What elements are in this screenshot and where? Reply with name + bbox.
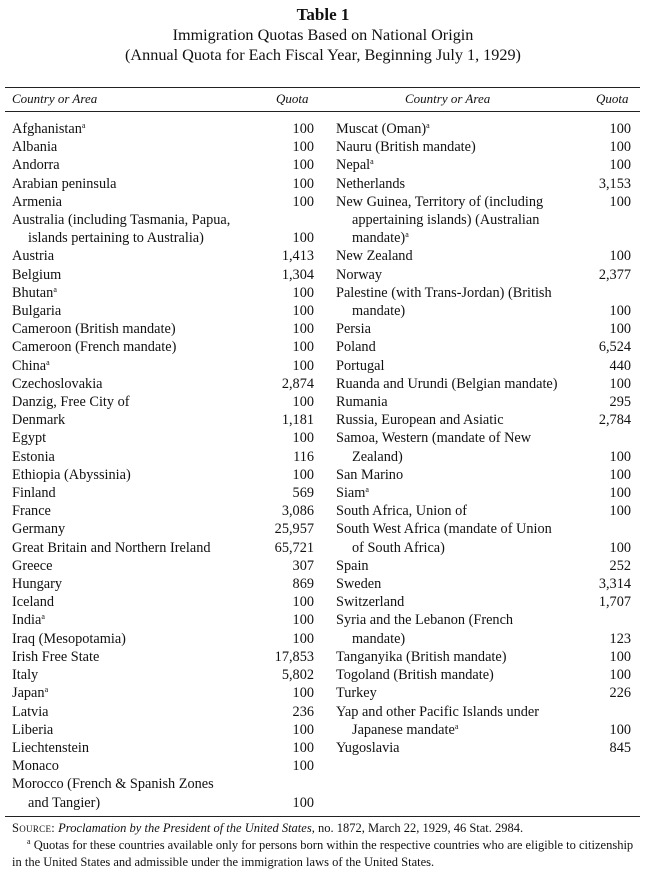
country-name [12, 703, 314, 721]
country-name [12, 138, 314, 156]
quota-value: 100 [292, 230, 314, 247]
country-name [12, 721, 314, 739]
quota-value: 100 [292, 193, 314, 210]
quota-value: 307 [292, 557, 314, 574]
country-name [336, 193, 631, 248]
quota-value: 100 [292, 357, 314, 374]
country-name [336, 703, 631, 739]
top-rule [5, 87, 640, 88]
country-name-line: Estonia [12, 448, 55, 465]
bottom-rule [5, 816, 640, 817]
footnote-mark: a [454, 721, 459, 731]
table-row [12, 611, 314, 629]
country-name [12, 520, 314, 538]
quota-value: 2,874 [281, 375, 314, 392]
country-name [12, 429, 314, 447]
quota-value: 3,314 [598, 576, 631, 593]
country-name-line: Ruanda and Urundi (Belgian mandate) [336, 375, 558, 392]
country-name-line: Liechtenstein [12, 739, 90, 756]
quota-value: 569 [292, 485, 314, 502]
country-name-line: Norway [336, 266, 383, 283]
table-subtitle: Immigration Quotas Based on National Origin [172, 26, 474, 44]
country-name-line: mandate) [352, 303, 406, 320]
country-name [336, 684, 631, 702]
table-row [336, 175, 631, 193]
table-row [12, 520, 314, 538]
country-name [12, 557, 314, 575]
country-name [336, 284, 631, 320]
table-row [12, 630, 314, 648]
country-name-line: Switzerland [336, 594, 405, 611]
country-name [12, 757, 314, 775]
country-name-line: Austria [12, 248, 55, 265]
country-name-line: Monaco [12, 758, 59, 775]
country-name-line: mandate)$^a$ [352, 230, 409, 247]
country-name-line: Togoland (British mandate) [336, 667, 494, 684]
quota-value: 2,784 [598, 412, 631, 429]
country-name [336, 266, 631, 284]
footnote-mark: a [426, 121, 430, 130]
country-name-line: Spain [336, 557, 369, 574]
quota-value: 100 [292, 175, 314, 192]
footnote-text: Quotas for these countries available only for persons born within the respective countries who are eligible to citizenship in the United States and admissible under the immigration laws of the United States. [12, 838, 634, 869]
country-name-line: Bhutan$^a$ [12, 284, 57, 301]
quota-value: 1,413 [281, 248, 314, 265]
table-row [336, 520, 631, 556]
quota-value: 100 [292, 721, 314, 738]
country-name-line: Great Britain and Northern Ireland [12, 539, 211, 556]
quota-value: 440 [609, 357, 631, 374]
country-name [12, 211, 314, 247]
country-name-line: islands pertaining to Australia) [28, 230, 204, 247]
table-row [336, 411, 631, 429]
country-name-line: appertaining islands) (Australian [352, 212, 540, 229]
country-name-line: Bulgaria [12, 303, 62, 320]
country-name [12, 775, 314, 811]
country-name-line: San Marino [336, 466, 404, 483]
table-row [336, 193, 631, 248]
table-row [12, 193, 314, 211]
country-name [12, 175, 314, 193]
country-name-line: Portugal [336, 357, 385, 374]
country-name [12, 593, 314, 611]
country-name [12, 320, 314, 338]
quota-value: 3,153 [598, 175, 631, 192]
quota-value: 100 [292, 394, 314, 411]
quota-value: 100 [292, 466, 314, 483]
table-row [12, 338, 314, 356]
quota-value: 100 [292, 758, 314, 775]
footnote-mark: a [365, 485, 369, 495]
country-name [12, 338, 314, 356]
quota-value: 845 [609, 739, 631, 756]
table-row [12, 357, 314, 375]
country-name [12, 284, 314, 302]
country-name-line: Latvia [12, 703, 49, 720]
country-name-line: Hungary [12, 576, 63, 593]
country-name [336, 411, 631, 429]
country-name [12, 357, 314, 375]
country-name-line: Greece [12, 557, 53, 574]
country-name-line: Iceland [12, 594, 55, 611]
table-row [12, 138, 314, 156]
country-name [336, 120, 631, 138]
quota-value: 100 [609, 121, 631, 137]
country-name [336, 520, 631, 556]
table-row [336, 156, 631, 174]
quota-value: 100 [292, 739, 314, 756]
quota-value: 100 [292, 121, 314, 137]
quota-value: 3,086 [281, 503, 314, 520]
country-name-line: Iraq (Mesopotamia) [12, 630, 126, 647]
country-name-line: Turkey [336, 685, 377, 702]
country-name-line: Rumania [336, 394, 388, 411]
table-row [12, 739, 314, 757]
country-name [12, 120, 314, 138]
table-row [336, 375, 631, 393]
table-row [12, 266, 314, 284]
quota-value: 100 [292, 430, 314, 447]
quota-value: 100 [292, 594, 314, 611]
table-row [336, 502, 631, 520]
table-subtitle-note: (Annual Quota for Each Fiscal Year, Beginning July 1, 1929) [125, 46, 521, 64]
footnote-mark: a [405, 230, 409, 240]
table-row [336, 338, 631, 356]
country-name [336, 175, 631, 193]
country-name [12, 484, 314, 502]
quota-value: 65,721 [274, 539, 314, 556]
country-name-line: Italy [12, 667, 39, 684]
country-name [336, 666, 631, 684]
quota-value: 236 [292, 703, 314, 720]
footnote-mark: a [370, 157, 374, 167]
footnote-mark: a [46, 357, 50, 367]
table-row [12, 466, 314, 484]
country-name-line: Japanese mandate$^a$ [352, 721, 459, 738]
footnote-mark: a [53, 284, 57, 294]
country-name [336, 593, 631, 611]
quota-value: 100 [292, 303, 314, 320]
quota-value: 17,853 [274, 648, 314, 665]
quota-value: 100 [609, 321, 631, 338]
quota-value: 100 [609, 539, 631, 556]
table-row [336, 393, 631, 411]
country-name-line: Cameroon (French mandate) [12, 339, 177, 356]
table-row [12, 320, 314, 338]
table-row [336, 466, 631, 484]
table-row [12, 393, 314, 411]
quota-value: 100 [609, 139, 631, 156]
country-name-line: New Zealand [336, 248, 413, 265]
country-name [12, 666, 314, 684]
table-row [336, 739, 631, 757]
country-name-line: South Africa, Union of [336, 503, 468, 520]
country-name-line: Germany [12, 521, 66, 538]
country-name [12, 302, 314, 320]
country-name-line: Denmark [12, 412, 66, 429]
table-row [12, 429, 314, 447]
country-name [336, 557, 631, 575]
header-country-left: Country or Area [12, 91, 98, 106]
header-rule [5, 111, 640, 112]
quota-value: 226 [609, 685, 631, 702]
source-details: no. 1872, March 22, 1929, 46 Stat. 2984. [314, 821, 524, 835]
country-name-line: Yugoslavia [336, 739, 400, 756]
table-row [12, 721, 314, 739]
quota-value: 100 [609, 303, 631, 320]
country-name-line: Poland [336, 339, 376, 356]
country-name [336, 357, 631, 375]
table-row [336, 648, 631, 666]
quota-value: 100 [292, 685, 314, 702]
quota-value: 100 [609, 466, 631, 483]
country-name-line: China$^a$ [12, 357, 50, 374]
footnote-mark: a [27, 837, 31, 846]
table-row [336, 575, 631, 593]
quota-value: 100 [609, 648, 631, 665]
table-row [12, 375, 314, 393]
quota-value: 25,957 [274, 521, 314, 538]
country-name [12, 739, 314, 757]
quota-value: 100 [292, 139, 314, 156]
country-name-line: India$^a$ [12, 612, 45, 629]
table-row [12, 502, 314, 520]
table-row [12, 448, 314, 466]
country-name-line: Zealand) [352, 448, 403, 465]
quota-value: 100 [609, 375, 631, 392]
quota-value: 100 [292, 157, 314, 174]
country-name [336, 484, 631, 502]
country-name-line: Palestine (with Trans-Jordan) (British [336, 284, 552, 301]
country-name [336, 338, 631, 356]
country-name-line: France [12, 503, 51, 520]
table-row [336, 138, 631, 156]
country-name-line: of South Africa) [352, 539, 445, 556]
table-row [12, 648, 314, 666]
table-row [336, 120, 631, 138]
country-name-line: Irish Free State [12, 648, 100, 665]
footnote [12, 837, 637, 871]
quota-value: 100 [609, 503, 631, 520]
quota-value: 100 [292, 321, 314, 338]
country-name [12, 502, 314, 520]
country-name-line: Egypt [12, 430, 47, 447]
country-name [12, 539, 314, 557]
quota-value: 100 [609, 721, 631, 738]
country-name-line: Ethiopia (Abyssinia) [12, 466, 131, 483]
table-row [336, 357, 631, 375]
header-quota-left: Quota [276, 91, 309, 106]
quota-value: 100 [609, 157, 631, 174]
table-row [12, 284, 314, 302]
quota-value: 100 [292, 339, 314, 356]
country-name [12, 247, 314, 265]
quota-value: 5,802 [281, 667, 314, 684]
country-name-line: Japan$^a$ [12, 685, 49, 702]
country-name [336, 611, 631, 647]
table-row [336, 593, 631, 611]
quota-value: 123 [609, 630, 631, 647]
quota-value: 100 [292, 794, 314, 811]
quota-value: 100 [609, 193, 631, 210]
table-row [336, 666, 631, 684]
table-row [12, 593, 314, 611]
quota-value: 100 [609, 448, 631, 465]
quota-value: 295 [609, 394, 631, 411]
country-name [12, 156, 314, 174]
country-name [336, 156, 631, 174]
country-name-line: Samoa, Western (mandate of New [336, 430, 532, 447]
table-row [12, 120, 314, 138]
table-row [12, 557, 314, 575]
quota-value: 100 [609, 485, 631, 502]
country-name-line: South West Africa (mandate of Union [336, 521, 552, 538]
country-name [336, 429, 631, 465]
table-row [12, 775, 314, 811]
country-name-line: Belgium [12, 266, 62, 283]
quota-value: 2,377 [598, 266, 631, 283]
country-name-line: Siam$^a$ [336, 485, 369, 502]
table-row [336, 284, 631, 320]
table-row [12, 575, 314, 593]
country-name-line: Sweden [336, 576, 382, 593]
country-name-line: Australia (including Tasmania, Papua, [12, 212, 231, 229]
table-row [12, 156, 314, 174]
table-row [12, 684, 314, 702]
table-row [12, 484, 314, 502]
country-name [12, 466, 314, 484]
source-note [12, 820, 637, 837]
table-row [336, 484, 631, 502]
quota-value: 252 [609, 557, 631, 574]
footnote-mark: a [81, 121, 86, 130]
country-name [12, 193, 314, 211]
table-row [336, 684, 631, 702]
table-row [12, 411, 314, 429]
table-row [12, 175, 314, 193]
country-name-line: Muscat (Oman)$^a$ [336, 121, 430, 137]
country-name [12, 611, 314, 629]
country-name-line: Nauru (British mandate) [336, 139, 476, 156]
country-name-line: Nepal$^a$ [336, 157, 374, 174]
quota-value: 1,707 [598, 594, 631, 611]
quota-value: 869 [292, 576, 314, 593]
country-name-line: Andorra [12, 157, 60, 174]
table-row [336, 611, 631, 647]
country-name [336, 375, 631, 393]
country-name [12, 630, 314, 648]
table-row [336, 266, 631, 284]
country-name-line: Arabian peninsula [12, 175, 117, 192]
quota-value: 100 [292, 612, 314, 629]
country-name-line: Cameroon (British mandate) [12, 321, 176, 338]
country-name-line: Netherlands [336, 175, 406, 192]
table-row [12, 247, 314, 265]
country-name-line: Liberia [12, 721, 54, 738]
country-name-line: Yap and other Pacific Islands under [336, 703, 540, 720]
country-name [336, 320, 631, 338]
country-name [12, 448, 314, 466]
quota-value: 100 [609, 667, 631, 684]
quota-value: 1,181 [281, 412, 314, 429]
country-name [336, 739, 631, 757]
country-name-line: Armenia [12, 193, 63, 210]
country-name-line: New Guinea, Territory of (including [336, 193, 544, 210]
table-row [336, 247, 631, 265]
country-name-line: Syria and the Lebanon (French [336, 612, 514, 629]
table-row [12, 703, 314, 721]
country-name [336, 502, 631, 520]
country-name-line: mandate) [352, 630, 406, 647]
table-row [12, 666, 314, 684]
table-row [12, 757, 314, 775]
country-name-line: Danzig, Free City of [12, 394, 130, 411]
table-row [336, 429, 631, 465]
country-name [336, 466, 631, 484]
source-label: Source: [12, 821, 56, 835]
country-name [12, 684, 314, 702]
country-name [336, 138, 631, 156]
table-row [336, 320, 631, 338]
country-name [12, 393, 314, 411]
table-row [12, 211, 314, 247]
country-name [12, 266, 314, 284]
quota-value: 116 [293, 448, 314, 465]
country-name-line: Finland [12, 485, 56, 502]
country-name [12, 411, 314, 429]
footnote-mark: a [41, 612, 45, 622]
header-quota-right: Quota [596, 91, 629, 106]
country-name [12, 648, 314, 666]
table-row [336, 703, 631, 739]
country-name [336, 575, 631, 593]
country-name-line: Russia, European and Asiatic [336, 412, 504, 429]
table-row [12, 539, 314, 557]
source-citation: Proclamation by the President of the United States, [58, 821, 315, 835]
table-row [12, 302, 314, 320]
country-name [336, 648, 631, 666]
left-column [12, 120, 314, 812]
quota-value: 6,524 [598, 339, 631, 356]
header-country-right: Country or Area [405, 91, 491, 106]
country-name-line: Czechoslovakia [12, 375, 103, 392]
country-name [336, 393, 631, 411]
country-name-line: Tanganyika (British mandate) [336, 648, 507, 665]
quota-value: 100 [609, 248, 631, 265]
country-name [12, 575, 314, 593]
quota-value: 100 [292, 630, 314, 647]
quota-value: 100 [292, 284, 314, 301]
table-row [336, 557, 631, 575]
country-name-line: Albania [12, 139, 58, 156]
country-name [12, 375, 314, 393]
country-name-line: Afghanistan$^a$ [12, 121, 86, 137]
right-column [336, 120, 631, 757]
country-name-line: and Tangier) [28, 794, 101, 811]
quota-value: 1,304 [281, 266, 314, 283]
country-name-line: Morocco (French & Spanish Zones [12, 776, 214, 793]
country-name [336, 247, 631, 265]
table-title: Table 1 [296, 5, 350, 24]
footnote-mark: a [44, 685, 49, 695]
country-name-line: Persia [336, 321, 371, 338]
